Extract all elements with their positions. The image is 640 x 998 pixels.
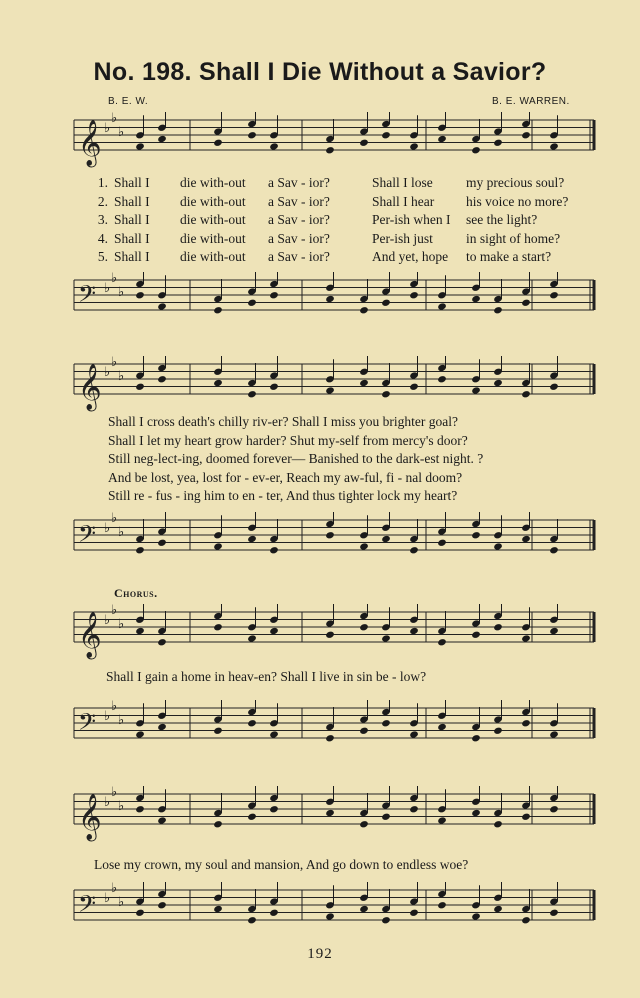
verse-lyric-segment: his voice no more? — [466, 193, 569, 209]
svg-text:𝄢: 𝄢 — [78, 890, 97, 923]
svg-text:♭: ♭ — [111, 882, 118, 896]
verse-number: 1. — [97, 175, 108, 190]
chorus-lyric-line-2: Lose my crown, my soul and mansion, And go down to endless woe? — [94, 857, 469, 872]
bass-staff-system-1 — [70, 272, 598, 324]
verse-number: 5. — [97, 249, 108, 264]
verse-lyric-segment: a Sav - ior? — [268, 193, 330, 209]
verse-lyric-segment: Shall I — [114, 230, 150, 246]
hymn-title: No. 198. Shall I Die Without a Savior? — [93, 58, 547, 86]
verse-lyric-line-2: Still re - fus - ing him to en - ter, And thus tighter lock my heart? — [108, 488, 458, 503]
verse-lyric-segment: Per-ish just — [372, 230, 433, 246]
verse-number: 2. — [97, 193, 108, 209]
svg-text:♭: ♭ — [111, 112, 118, 126]
svg-text:♭: ♭ — [104, 521, 111, 536]
verse-lyric-segment: die with-out — [180, 212, 246, 227]
verse-lyric-segment: Shall I — [114, 193, 150, 209]
svg-text:♭: ♭ — [104, 613, 111, 628]
svg-text:♭: ♭ — [118, 799, 125, 814]
verse-lyric-line-2: Shall I cross death's chilly riv-er? Shall I miss you brighter goal? — [108, 414, 458, 429]
treble-staff-chorus-2 — [70, 786, 598, 844]
svg-text:♭: ♭ — [111, 512, 118, 526]
verse-number: 3. — [97, 212, 108, 227]
svg-text:♭: ♭ — [111, 604, 118, 618]
svg-text:♭: ♭ — [118, 369, 125, 384]
svg-text:♭: ♭ — [104, 891, 111, 906]
treble-staff-system-2 — [70, 356, 598, 414]
verse-lyric-line-2: Shall I let my heart grow harder? Shut my-self from mercy's door? — [108, 432, 468, 448]
verse-lyric-segment: Shall I hear — [372, 193, 435, 209]
verse-lyric-segment: die with-out — [180, 249, 246, 264]
svg-text:♭: ♭ — [104, 795, 111, 810]
svg-text:♭: ♭ — [118, 125, 125, 140]
verse-lyric-line-2: And be lost, yea, lost for - ev-er, Reach my aw-ful, fi - nal doom? — [108, 469, 463, 485]
svg-text:𝄞: 𝄞 — [78, 120, 102, 166]
verse-lyric-segment: my precious soul? — [466, 175, 565, 190]
svg-text:♭: ♭ — [118, 617, 125, 632]
verse-lyric-line-2: Still neg-lect-ing, doomed forever— Banished to the dark-est night. ? — [108, 451, 484, 466]
treble-staff-chorus-1 — [70, 604, 598, 662]
svg-text:♭: ♭ — [104, 709, 111, 724]
verse-lyric-segment: a Sav - ior? — [268, 175, 330, 190]
verse-lyric-segment: die with-out — [180, 230, 246, 246]
verse-lyric-segment: Shall I — [114, 249, 150, 264]
svg-text:♭: ♭ — [104, 281, 111, 296]
verse-lyric-segment: see the light? — [466, 212, 538, 227]
svg-text:♭: ♭ — [111, 700, 118, 714]
verse-lyric-segment: Shall I — [114, 212, 150, 227]
svg-text:𝄞: 𝄞 — [78, 794, 102, 840]
svg-text:♭: ♭ — [104, 121, 111, 136]
verse-lyric-segment: And yet, hope — [372, 249, 449, 264]
verse-lyric-segment: die with-out — [180, 193, 246, 209]
verse-lyric-segment: in sight of home? — [466, 230, 561, 246]
verse-lyric-segment: a Sav - ior? — [268, 249, 330, 264]
treble-staff-system-1 — [70, 112, 598, 170]
chorus-lyric-line-1: Shall I gain a home in heav-en? Shall I live in sin be - low? — [106, 669, 427, 684]
svg-text:♭: ♭ — [118, 285, 125, 300]
svg-text:𝄢: 𝄢 — [78, 520, 97, 553]
svg-text:♭: ♭ — [118, 525, 125, 540]
svg-text:♭: ♭ — [118, 713, 125, 728]
bass-staff-chorus-2 — [70, 882, 598, 938]
bass-staff-chorus-1 — [70, 700, 598, 752]
svg-text:♭: ♭ — [104, 365, 111, 380]
verse-number: 4. — [97, 230, 108, 246]
svg-text:𝄞: 𝄞 — [78, 612, 102, 658]
words-credit: B. E. W. — [108, 96, 149, 107]
verse-lyric-segment: Shall I lose — [372, 175, 433, 190]
svg-text:♭: ♭ — [111, 272, 118, 286]
svg-text:♭: ♭ — [118, 895, 125, 910]
chorus-label: Chorus. — [114, 586, 158, 600]
bass-staff-system-2 — [70, 512, 598, 564]
svg-text:𝄢: 𝄢 — [78, 280, 97, 313]
verse-lyric-segment: to make a start? — [466, 249, 552, 264]
page-number: 192 — [307, 946, 333, 962]
svg-text:♭: ♭ — [111, 786, 118, 800]
svg-text:𝄞: 𝄞 — [78, 364, 102, 410]
verse-lyric-segment: die with-out — [180, 175, 246, 190]
verse-lyric-segment: a Sav - ior? — [268, 230, 330, 246]
verse-lyric-segment: Per-ish when I — [372, 212, 451, 227]
svg-text:♭: ♭ — [111, 356, 118, 370]
svg-text:𝄢: 𝄢 — [78, 708, 97, 741]
music-credit: B. E. WARREN. — [492, 96, 570, 107]
verse-lyric-segment: Shall I — [114, 175, 150, 190]
verse-lyric-segment: a Sav - ior? — [268, 212, 330, 227]
